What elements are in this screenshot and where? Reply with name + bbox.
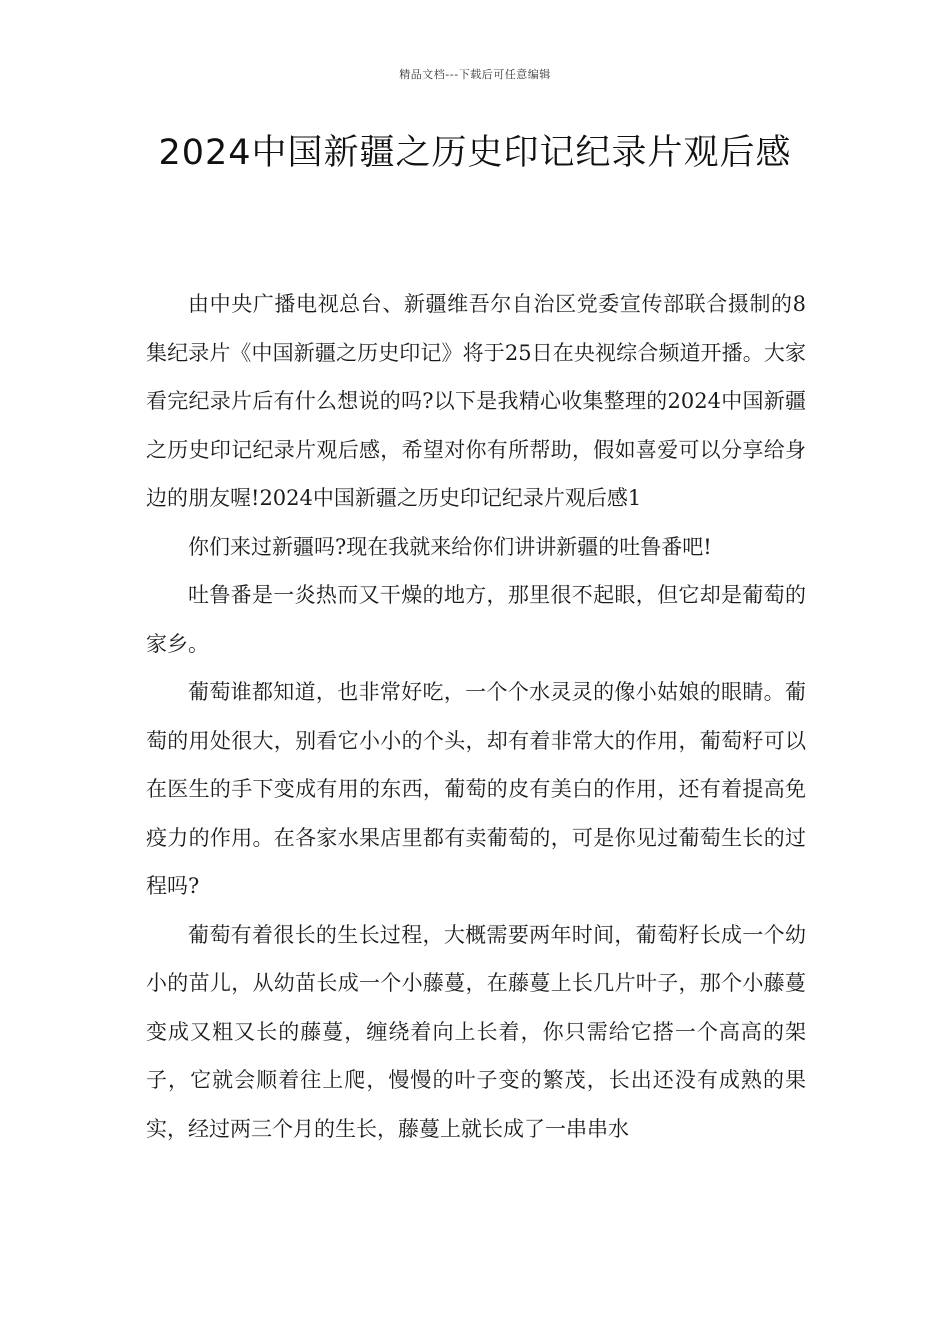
paragraph: 葡萄有着很长的生长过程，大概需要两年时间，葡萄籽长成一个幼小的苗儿，从幼苗长成一个小藤蔓，在藤蔓上长几片叶子，那个小藤蔓变成又粗又长的藤蔓，缠绕着向上长着，你只需给它搭一个高高的架子，它就会顺着往上爬，慢慢的叶子变的繁茂，长出还没有成熟的果实，经过两三个月的生长，藤蔓上就长成了一串串水 [146, 922, 806, 1141]
paragraph: 由中央广播电视总台、新疆维吾尔自治区党委宣传部联合摄制的8集纪录片《中国新疆之历史印记》将于25日在央视综合频道开播。大家看完纪录片后有什么想说的吗?以下是我精心收集整理的2024中国新疆之历史印记纪录片观后感，希望对你有所帮助，假如喜爱可以分享给身边的朋友喔!2024中国新疆之历史印记纪录片观后感1 [146, 292, 806, 510]
document-title: 2024中国新疆之历史印记纪录片观后感 [158, 133, 792, 173]
document-body [146, 280, 806, 1153]
header-note: 精品文档---下载后可任意编辑 [399, 68, 551, 81]
paragraph: 葡萄谁都知道，也非常好吃，一个个水灵灵的像小姑娘的眼睛。葡萄的用处很大，别看它小小的个头，却有着非常大的作用，葡萄籽可以在医生的手下变成有用的东西，葡萄的皮有美白的作用，还有着提高免疫力的作用。在各家水果店里都有卖葡萄的，可是你见过葡萄生长的过程吗? [146, 680, 806, 898]
paragraph: 你们来过新疆吗?现在我就来给你们讲讲新疆的吐鲁番吧! [188, 534, 712, 559]
paragraph: 吐鲁番是一炎热而又干燥的地方，那里很不起眼，但它却是葡萄的家乡。 [146, 583, 806, 656]
